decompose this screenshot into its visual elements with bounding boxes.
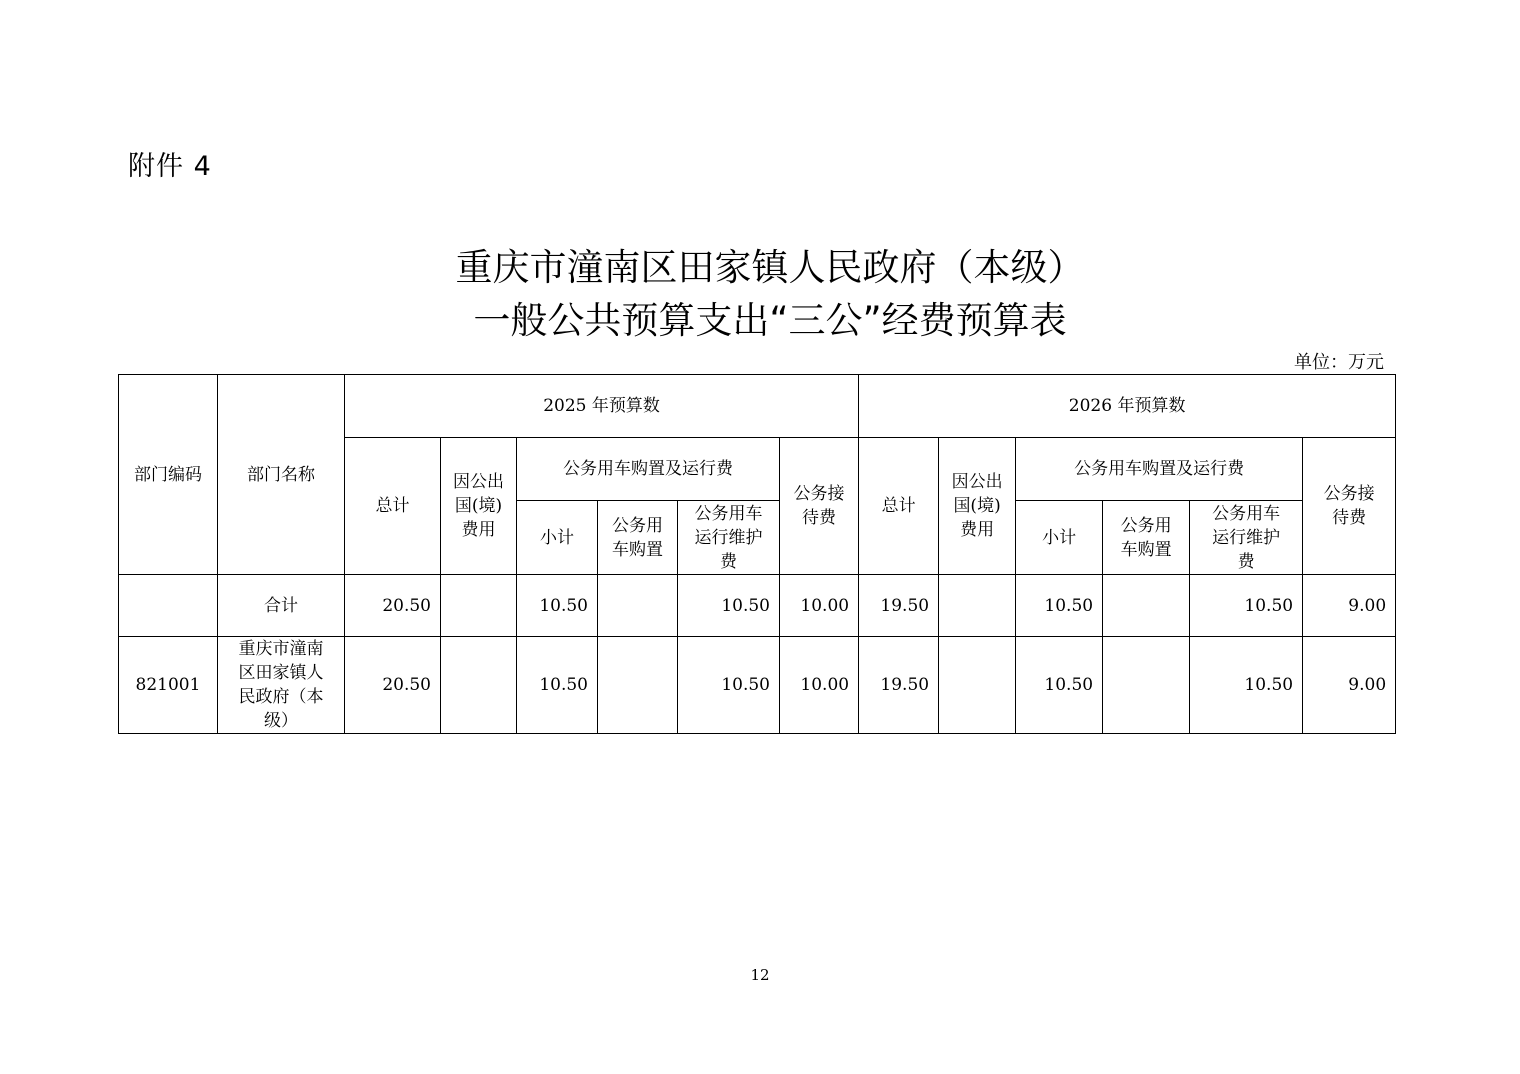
- header-2025-maintenance: [678, 501, 780, 575]
- cell-2025-subtotal: 10.50: [517, 575, 598, 637]
- header-2026-reception: [1303, 438, 1396, 575]
- header-2026-maintenance: [1190, 501, 1303, 575]
- cell-2026-maintenance: 10.50: [1190, 575, 1303, 637]
- document-title-line1: 重庆市潼南区田家镇人民政府（本级）: [455, 246, 1085, 289]
- cell-name-text: 重庆市潼南区田家镇人民政府（本级）: [238, 639, 324, 731]
- cell-2025-subtotal: 10.50: [517, 637, 598, 734]
- cell-2025-maintenance: 10.50: [678, 637, 780, 734]
- cell-2026-maintenance: 10.50: [1190, 637, 1303, 734]
- cell-2026-abroad: [939, 637, 1016, 734]
- header-year-2026: 2026 年预算数: [859, 375, 1396, 438]
- cell-2026-abroad: [939, 575, 1016, 637]
- cell-2025-reception: 10.00: [780, 637, 859, 734]
- header-row-years: [119, 375, 1396, 438]
- header-2026-abroad-text: 因公出国(境)费用: [951, 472, 1003, 540]
- cell-2026-subtotal: 10.50: [1016, 575, 1103, 637]
- header-2026-reception-text: 公务接待费: [1323, 484, 1375, 528]
- cell-name: [218, 637, 345, 734]
- cell-2026-reception: 9.00: [1303, 575, 1396, 637]
- header-2025-purchase-text: 公务用车购置: [612, 515, 663, 560]
- cell-name: 合计: [218, 575, 345, 637]
- header-dept-code: 部门编码: [119, 375, 218, 575]
- cell-2026-reception: 9.00: [1303, 637, 1396, 734]
- cell-2026-total: 19.50: [859, 575, 939, 637]
- cell-2025-purchase: [598, 637, 678, 734]
- budget-table: [118, 374, 1396, 734]
- header-2025-reception: [780, 438, 859, 575]
- header-2026-abroad: [939, 438, 1016, 575]
- header-2025-maintenance-text: 公务用车运行维护费: [694, 503, 763, 572]
- cell-2026-total: 19.50: [859, 637, 939, 734]
- table-row-total: [119, 575, 1396, 637]
- header-2026-purchase: [1103, 501, 1190, 575]
- cell-2025-abroad: [441, 637, 517, 734]
- header-2026-vehicle-group: 公务用车购置及运行费: [1016, 438, 1303, 501]
- header-2026-total: 总计: [859, 438, 939, 575]
- header-dept-name: 部门名称: [218, 375, 345, 575]
- header-2025-vehicle-group: 公务用车购置及运行费: [517, 438, 780, 501]
- header-2026-purchase-text: 公务用车购置: [1120, 515, 1172, 560]
- cell-code: [119, 575, 218, 637]
- cell-2026-purchase: [1103, 637, 1190, 734]
- table-row-department: [119, 637, 1396, 734]
- cell-2025-maintenance: 10.50: [678, 575, 780, 637]
- header-2025-abroad: [441, 438, 517, 575]
- cell-2025-total: 20.50: [345, 575, 441, 637]
- header-2025-total: 总计: [345, 438, 441, 575]
- page-number: 12: [750, 966, 770, 984]
- cell-2026-subtotal: 10.50: [1016, 637, 1103, 734]
- header-2025-subtotal: 小计: [517, 501, 598, 575]
- cell-2025-purchase: [598, 575, 678, 637]
- cell-2025-abroad: [441, 575, 517, 637]
- cell-2025-reception: 10.00: [780, 575, 859, 637]
- cell-2025-total: 20.50: [345, 637, 441, 734]
- unit-label: 单位：万元: [1294, 352, 1384, 373]
- document-title-line2: 一般公共预算支出“三公”经费预算表: [473, 299, 1067, 342]
- header-2026-subtotal: 小计: [1016, 501, 1103, 575]
- cell-code: 821001: [119, 637, 218, 734]
- header-2025-reception-text: 公务接待费: [793, 484, 845, 528]
- header-2025-purchase: [598, 501, 678, 575]
- header-year-2025: 2025 年预算数: [345, 375, 859, 438]
- header-2025-abroad-text: 因公出国(境)费用: [453, 472, 504, 540]
- cell-2026-purchase: [1103, 575, 1190, 637]
- attachment-label: 附件 4: [128, 151, 212, 182]
- header-2026-maintenance-text: 公务用车运行维护费: [1212, 503, 1281, 572]
